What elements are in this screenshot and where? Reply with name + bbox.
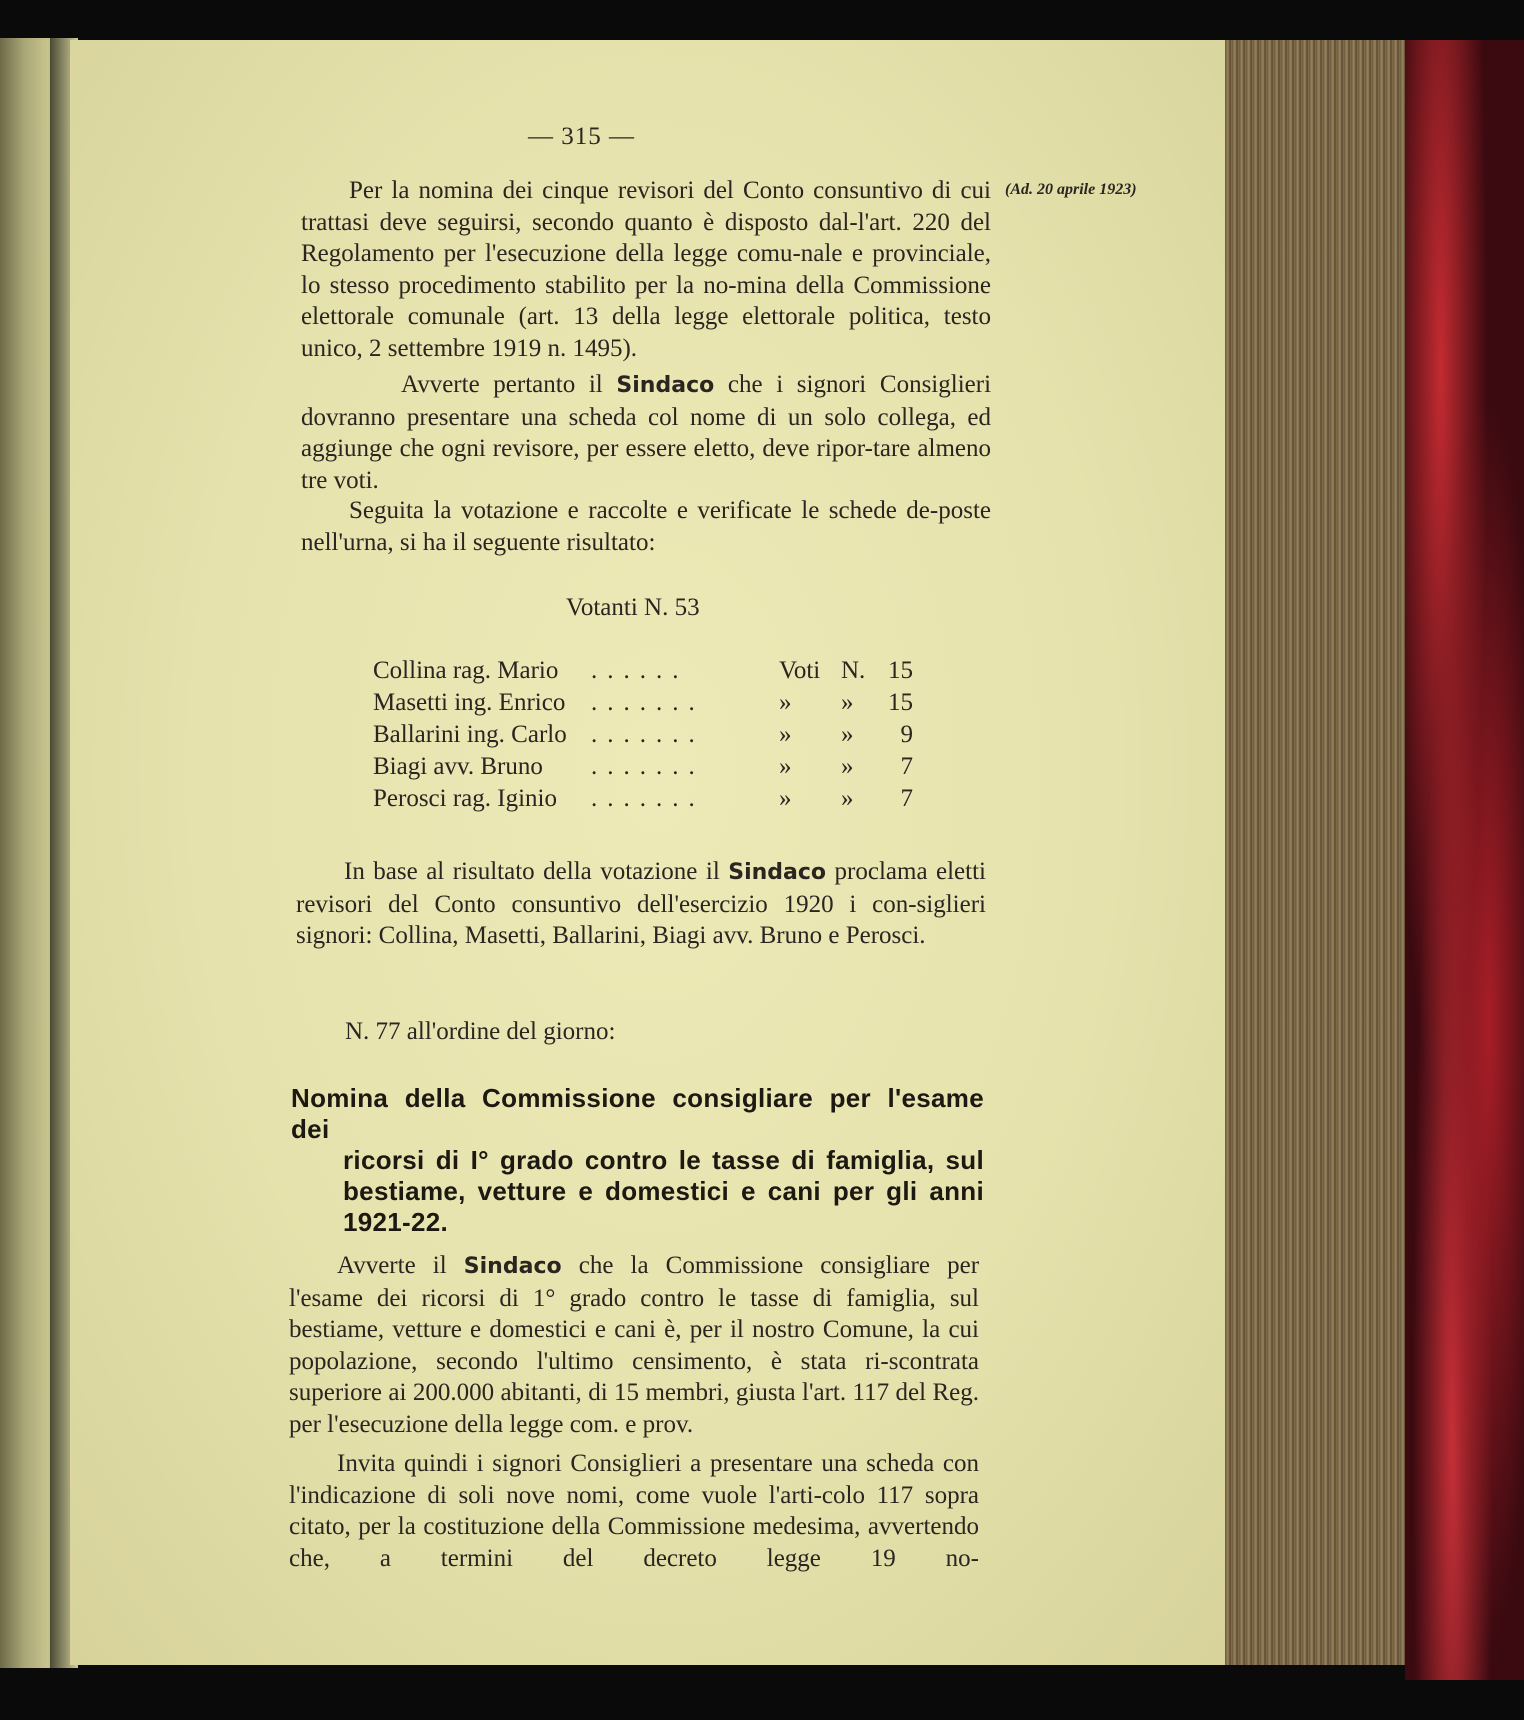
- candidate-name: Ballarini ing. Carlo: [373, 721, 567, 748]
- col-ditto-2: »: [841, 753, 854, 780]
- red-cover-board: [1405, 40, 1524, 1680]
- para2-sindaco: Sindaco: [616, 373, 715, 398]
- para5-text-after: che la Commissione consigliare per l'esame dei ricorsi di 1° grado contro le tasse di famiglia, sul bestiame, vetture e domestici e cani è, per il nostro Comune, la cui popolazione, secondo l'ultimo censimento, è stata ri-scontrata superiore ai 200.000 abitanti, di 15 membri, giusta l'art. 117 del Reg. per l'esecuzione della legge com. e prov.: [289, 1252, 980, 1438]
- result-row: [373, 785, 913, 817]
- para4-text-after: proclama eletti revisori del Conto consuntivo dell'esercizio 1920 i con-siglieri signori: Collina, Masetti, Ballarini, Biagi avv. Bruno e Perosci.: [296, 858, 986, 949]
- result-row: [373, 657, 913, 689]
- col-ditto-2: »: [841, 721, 854, 748]
- paragraph-revisori-procedure: Per la nomina dei cinque revisori del Conto consuntivo di cui trattasi deve seguirsi, secondo quanto è disposto dal-l'art. 220 del Regolamento per l'esecuzione della legge comu-nale e provinciale, lo stesso procedimento stabilito per la no-mina della Commissione elettorale comunale (art. 13 della legge elettorale politica, testo unico, 2 settembre 1919 n. 1495).: [301, 177, 991, 362]
- col-ditto-2: »: [841, 689, 854, 716]
- vote-count: 7: [900, 753, 913, 780]
- ordine-del-giorno: N. 77 all'ordine del giorno:: [345, 1018, 616, 1045]
- col-ditto-1: »: [779, 689, 792, 716]
- page-number: — 315 —: [528, 123, 635, 150]
- paragraph-avverte-pertanto: [301, 369, 991, 496]
- candidate-name: Collina rag. Mario: [373, 657, 559, 684]
- candidate-name: Biagi avv. Bruno: [373, 753, 543, 780]
- leader-dots: .......: [591, 689, 705, 716]
- leader-dots: .......: [591, 721, 705, 748]
- vote-count: 15: [888, 657, 913, 684]
- para2-text-before: Avverte pertanto il: [401, 371, 603, 398]
- col-ditto-1: »: [779, 721, 792, 748]
- para2-text-after: che i signori Consiglieri dovranno presentare una scheda col nome di un solo collega, ed aggiunge che ogni revisore, per essere eletto, deve ripor-tare almeno tre voti.: [301, 371, 992, 494]
- vote-count: 9: [900, 721, 913, 748]
- margin-note: (Ad. 20 aprile 1923): [1005, 181, 1137, 198]
- candidate-name: Masetti ing. Enrico: [373, 689, 566, 716]
- heading-rest: ricorsi di I° grado contro le tasse di famiglia, sul bestiame, vetture e domestici e cani per gli anni 1921-22.: [343, 1145, 984, 1237]
- leader-dots: ......: [591, 657, 689, 684]
- leader-dots: .......: [591, 753, 705, 780]
- para4-text-before: In base al risultato della votazione il: [344, 858, 720, 885]
- paragraph-invita-quindi: Invita quindi i signori Consiglieri a presentare una scheda con l'indicazione di soli nove nomi, come vuole l'arti-colo 117 sopra citato, per la costituzione della Commissione medesima, avvertendo che, a termini del decreto legge 19 no-: [289, 1450, 979, 1572]
- vote-count: 7: [900, 785, 913, 812]
- para5-sindaco: Sindaco: [463, 1254, 562, 1279]
- col-ditto-1: »: [779, 785, 792, 812]
- vote-count: 15: [888, 689, 913, 716]
- leader-dots: .......: [591, 785, 705, 812]
- results-table: [373, 657, 913, 817]
- agenda-item-heading: [291, 1083, 984, 1238]
- paragraph-seguita-votazione: Seguita la votazione e raccolte e verificate le schede de-poste nell'urna, si ha il seguente risultato:: [301, 497, 991, 556]
- col-ditto-2: »: [841, 785, 854, 812]
- votanti-count: Votanti N. 53: [566, 594, 700, 621]
- result-row: [373, 753, 913, 785]
- heading-line-1: Nomina della Commissione consigliare per l'esame dei: [291, 1083, 984, 1144]
- col-voti: Voti: [779, 657, 821, 684]
- col-n: N.: [841, 657, 866, 684]
- col-ditto-1: »: [779, 753, 792, 780]
- paragraph-commissione: [289, 1250, 979, 1440]
- paragraph-proclamazione: [296, 856, 986, 952]
- para5-text-before: Avverte il: [337, 1252, 447, 1279]
- page-stack-edges: [1225, 40, 1420, 1665]
- para4-sindaco: Sindaco: [728, 860, 827, 885]
- candidate-name: Perosci rag. Iginio: [373, 785, 557, 812]
- result-row: [373, 689, 913, 721]
- result-row: [373, 721, 913, 753]
